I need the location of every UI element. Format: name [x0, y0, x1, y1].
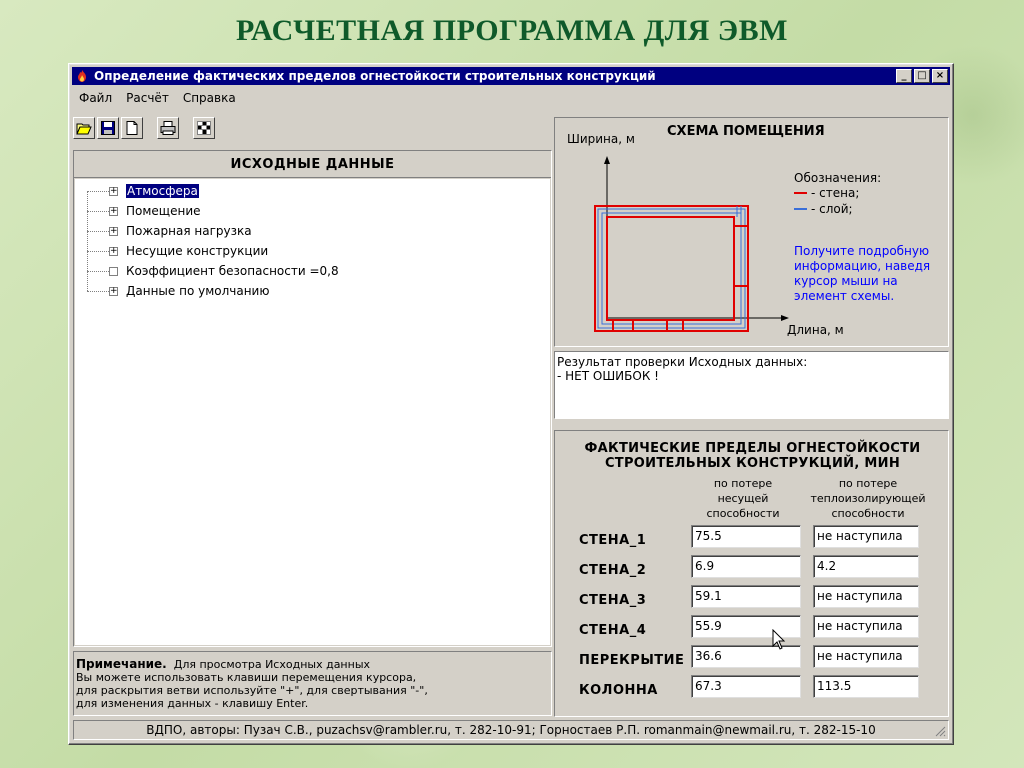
limits-title-line: ФАКТИЧЕСКИЕ ПРЕДЕЛЫ ОГНЕСТОЙКОСТИ	[584, 441, 921, 456]
limits-title-line: СТРОИТЕЛЬНЫХ КОНСТРУКЦИЙ, МИН	[604, 456, 901, 471]
insulation-limit-field[interactable]: не наступила	[813, 645, 919, 668]
print-button[interactable]	[157, 117, 179, 139]
limit-row-wall-1	[579, 528, 689, 552]
tree-item-load-bearing[interactable]	[75, 241, 550, 261]
tree-item-label: Пожарная нагрузка	[126, 224, 252, 238]
result-line: Результат проверки Исходных данных:	[557, 355, 808, 369]
scheme-hint: Получите подробную информацию, наведя курсор мыши на элемент схемы.	[794, 244, 931, 303]
column-header-insulation: по потере теплоизолирующей способности	[810, 477, 926, 520]
note-panel	[73, 651, 552, 716]
menu-file[interactable]: Файл	[79, 91, 113, 105]
tree-item-label: Коэффициент безопасности =0,8	[126, 264, 339, 278]
insulation-limit-field[interactable]: не наступила	[813, 525, 919, 548]
insulation-limit-field[interactable]: 113.5	[813, 675, 919, 698]
load-limit-field[interactable]: 6.9	[691, 555, 801, 578]
save-button[interactable]	[97, 117, 119, 139]
calculate-button[interactable]	[193, 117, 215, 139]
tree-item-label: Несущие конструкции	[126, 244, 269, 258]
tree-item-defaults[interactable]	[75, 281, 550, 301]
limit-row-wall-4	[579, 618, 689, 642]
resize-grip-icon[interactable]	[934, 725, 946, 737]
tree-item-label: Помещение	[126, 204, 201, 218]
menu-calc[interactable]: Расчёт	[126, 91, 169, 105]
toolbar	[73, 117, 215, 143]
expand-icon[interactable]: +	[110, 185, 118, 196]
new-button[interactable]	[121, 117, 143, 139]
row-label: ПЕРЕКРЫТИЕ	[579, 652, 685, 668]
wall-bottom-segment-1	[613, 320, 633, 331]
tree-item-room[interactable]	[75, 201, 550, 221]
window-title: Определение фактических пределов огнестойкости строительных конструкций	[94, 69, 656, 83]
row-label: КОЛОННА	[579, 682, 658, 698]
load-limit-field[interactable]: 59.1	[691, 585, 801, 608]
load-limit-field[interactable]: 55.9	[691, 615, 801, 638]
tree-header: ИСХОДНЫЕ ДАННЫЕ	[74, 151, 551, 178]
legend-wall	[794, 186, 859, 200]
tree-item-safety-factor[interactable]	[75, 261, 550, 281]
row-label: СТЕНА_4	[579, 622, 647, 638]
room-plan-diagram[interactable]	[555, 118, 795, 348]
tree-item-label: Данные по умолчанию	[126, 284, 270, 298]
load-limit-field[interactable]: 36.6	[691, 645, 801, 668]
note-line: Вы можете использовать клавиши перемещения курсора,	[76, 671, 417, 684]
layer-swatch-icon	[794, 208, 807, 210]
note-line: Для просмотра Исходных данных	[173, 658, 371, 671]
menu-help[interactable]: Справка	[182, 91, 236, 105]
leaf-icon	[109, 267, 118, 276]
expand-icon[interactable]: +	[110, 205, 118, 216]
left-panel	[73, 113, 552, 716]
slide-title: РАСЧЕТНАЯ ПРОГРАММА ДЛЯ ЭВМ	[236, 14, 788, 47]
expand-icon[interactable]: +	[110, 245, 118, 256]
x-axis-label: Длина, м	[787, 323, 844, 337]
status-text: ВДПО, авторы: Пузач С.В., puzachsv@rambler.ru, т. 282-10-91; Горностаев Р.П. romanmain@newmail.ru, т. 282-15-10	[146, 723, 876, 737]
print-icon	[160, 121, 176, 135]
legend-layer	[794, 202, 853, 216]
insulation-limit-field[interactable]: не наступила	[813, 585, 919, 608]
calculator-icon	[196, 120, 212, 136]
legend-title: Обозначения:	[794, 171, 882, 185]
limit-row-wall-2	[579, 558, 689, 582]
load-limit-field[interactable]: 75.5	[691, 525, 801, 548]
app-window	[68, 63, 954, 745]
menu-bar	[72, 88, 950, 108]
right-panel	[554, 117, 949, 717]
row-label: СТЕНА_1	[579, 532, 647, 548]
room-scheme	[554, 117, 949, 347]
tree-body[interactable]	[75, 179, 550, 645]
wall-inner	[607, 217, 734, 320]
tree-item-label: Атмосфера	[127, 184, 198, 198]
maximize-button[interactable]: □	[914, 69, 930, 83]
wall-outer	[595, 206, 748, 331]
expand-icon[interactable]: +	[110, 225, 118, 236]
insulation-limit-field[interactable]: не наступила	[813, 615, 919, 638]
note-line: для раскрытия ветви используйте "+", для свертывания "-",	[76, 684, 428, 697]
note-line: для изменения данных - клавишу Enter.	[76, 697, 309, 710]
expand-icon[interactable]: +	[110, 285, 118, 296]
limit-row-wall-3	[579, 588, 689, 612]
layer-inner	[602, 213, 741, 324]
row-label: СТЕНА_2	[579, 562, 647, 578]
fire-resistance-limits	[554, 430, 949, 717]
fire-app-icon	[75, 69, 89, 83]
wall-swatch-icon	[794, 192, 807, 194]
layer-outer	[598, 209, 745, 328]
minimize-button[interactable]: _	[896, 69, 912, 83]
load-limit-field[interactable]: 67.3	[691, 675, 801, 698]
limits-title	[555, 441, 950, 471]
y-axis-label: Ширина, м	[567, 132, 635, 146]
wall-bottom-segment-2	[667, 320, 683, 331]
legend-label: - стена;	[811, 186, 860, 200]
result-line: - НЕТ ОШИБОК !	[557, 369, 659, 383]
tree-item-atmosphere[interactable]	[75, 181, 550, 201]
column-header-load: по потере несущей способности	[706, 477, 780, 520]
legend-label: - слой;	[811, 202, 853, 216]
note-title: Примечание.	[76, 657, 167, 671]
tree-item-fire-load[interactable]	[75, 221, 550, 241]
save-icon	[101, 121, 115, 135]
open-folder-icon	[76, 121, 92, 135]
limit-row-floor	[579, 648, 689, 672]
status-bar	[73, 720, 949, 740]
open-button[interactable]	[73, 117, 95, 139]
source-data-tree	[73, 150, 552, 647]
new-document-icon	[126, 121, 138, 135]
close-button[interactable]: ×	[932, 69, 948, 83]
insulation-limit-field[interactable]: 4.2	[813, 555, 919, 578]
limit-row-column	[579, 678, 689, 702]
row-label: СТЕНА_3	[579, 592, 647, 608]
validation-result[interactable]	[554, 351, 949, 419]
title-bar[interactable]	[72, 67, 950, 85]
scheme-title: СХЕМА ПОМЕЩЕНИЯ	[667, 124, 825, 139]
mouse-pointer-icon	[772, 629, 786, 651]
